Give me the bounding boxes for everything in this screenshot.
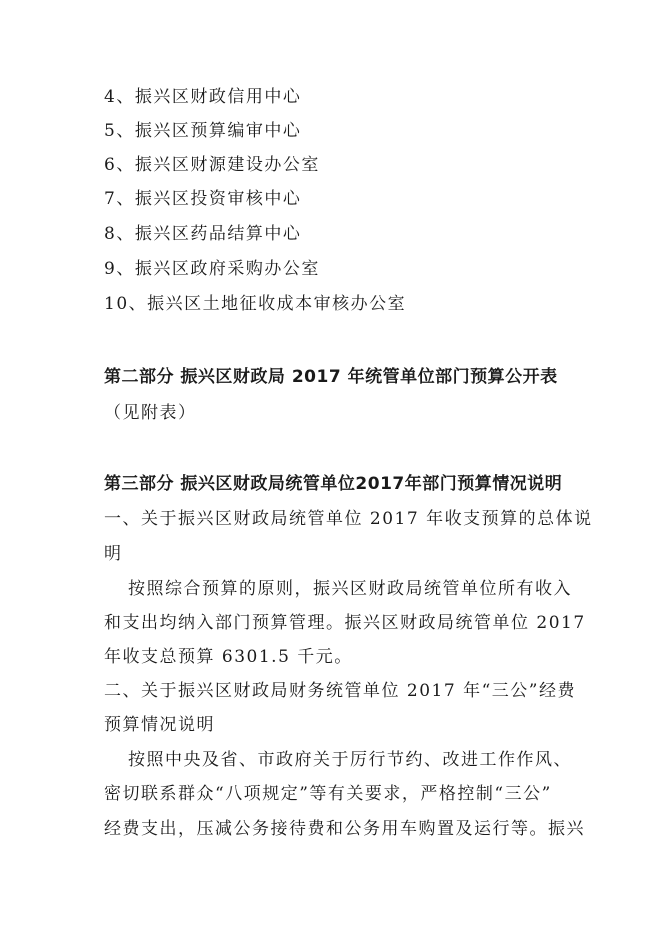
list-item: 6、振兴区财源建设办公室 <box>104 155 320 175</box>
part2-note: （见附表） <box>104 403 197 423</box>
list-item: 4、振兴区财政信用中心 <box>104 87 302 107</box>
section2-paragraph: 经费支出，压减公务接待费和公务用车购置及运行等。振兴 <box>104 819 585 839</box>
section2-title: 二、关于振兴区财政局财务统管单位 2017 年“三公”经费 <box>104 681 576 701</box>
section1-paragraph: 年收支总预算 6301.5 千元。 <box>104 647 353 667</box>
list-item: 5、振兴区预算编审中心 <box>104 121 302 141</box>
list-item: 7、振兴区投资审核中心 <box>104 189 302 209</box>
section2-paragraph: 按照中央及省、市政府关于厉行节约、改进工作作风、 <box>128 750 572 770</box>
section1-paragraph: 按照综合预算的原则，振兴区财政局统管单位所有收入 <box>128 579 572 599</box>
section1-title-cont: 明 <box>104 544 123 564</box>
section2-paragraph: 密切联系群众“八项规定”等有关要求，严格控制“三公” <box>104 784 552 804</box>
section1-paragraph: 和支出均纳入部门预算管理。振兴区财政局统管单位 2017 <box>104 613 586 633</box>
part3-heading: 第三部分 振兴区财政局统管单位2017年部门预算情况说明 <box>104 474 563 494</box>
list-item: 10、振兴区土地征收成本审核办公室 <box>104 294 407 314</box>
section1-title: 一、关于振兴区财政局统管单位 2017 年收支预算的总体说 <box>104 509 593 529</box>
section2-title-cont: 预算情况说明 <box>104 715 215 735</box>
list-item: 8、振兴区药品结算中心 <box>104 224 302 244</box>
list-item: 9、振兴区政府采购办公室 <box>104 259 320 279</box>
part2-heading: 第二部分 振兴区财政局 2017 年统管单位部门预算公开表 <box>104 367 558 387</box>
